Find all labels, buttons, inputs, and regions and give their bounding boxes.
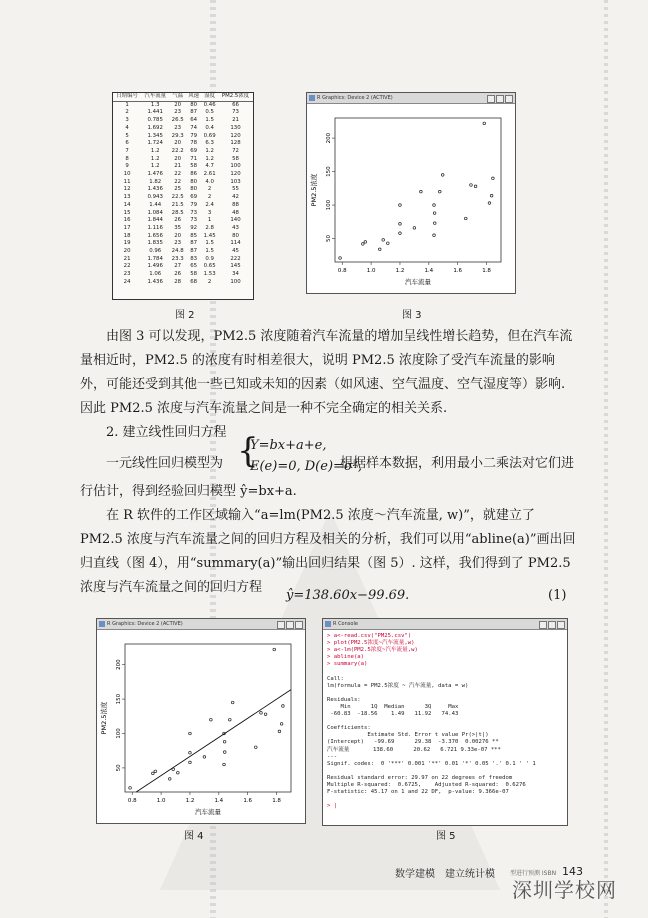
table-row	[113, 148, 253, 156]
table-cell: 6.3	[205, 140, 214, 147]
table-cell: 21.5	[171, 201, 184, 208]
x-tick-label: 1.8	[272, 798, 281, 804]
table-cell: 15	[123, 209, 131, 216]
table-cell: 22	[123, 263, 131, 270]
table-cell: 103	[230, 178, 241, 185]
table-cell: 28	[174, 278, 182, 285]
table-cell: 1.835	[147, 240, 163, 247]
data-table-figure	[112, 92, 254, 300]
x-tick-label: 1.6	[243, 798, 253, 804]
x-tick-label: 1.4	[424, 268, 434, 274]
table-cell: 222	[230, 255, 241, 262]
model-tail: 根据样本数据，利用最小二乘法对它们进	[340, 456, 575, 471]
table-row	[113, 210, 253, 218]
table-cell: 1.2	[150, 147, 160, 154]
table-row	[113, 117, 253, 125]
x-tick-label: 1.2	[185, 798, 195, 804]
table-cell: 22	[174, 178, 182, 185]
window-titlebar	[307, 93, 515, 104]
console-line: Signif. codes: 0 '***' 0.001 '**' 0.01 '*' 0.05 '.' 0.1 ' ' 1	[327, 760, 536, 767]
table-cell: 22	[174, 171, 182, 178]
table-cell: 74	[190, 124, 198, 131]
table-cell: 10	[123, 171, 131, 178]
x-tick-label: 1.0	[156, 798, 166, 804]
table-cell: 83	[190, 255, 198, 262]
table-row	[113, 279, 253, 287]
table-cell: 11	[123, 178, 131, 185]
table-cell: 78	[190, 140, 198, 147]
console-line	[327, 690, 563, 697]
r-graphics-window	[96, 618, 306, 824]
console-line	[327, 768, 563, 775]
x-tick-label: 1.6	[453, 268, 463, 274]
x-axis-label: 汽车流量	[195, 808, 221, 816]
pm25-data-table	[113, 93, 253, 287]
table-cell: 25	[174, 186, 182, 193]
y-tick-label: 200	[116, 659, 122, 670]
table-cell: 1.2	[150, 163, 160, 170]
table-row	[113, 133, 253, 141]
table-cell: 0.4	[205, 124, 214, 131]
table-cell: 18	[123, 232, 131, 239]
table-cell: 80	[232, 232, 239, 239]
table-cell: 114	[230, 240, 241, 247]
x-tick-label: 0.8	[127, 798, 137, 804]
table-cell: 34	[232, 271, 239, 278]
table-cell: 69	[190, 147, 198, 154]
console-line: Multiple R-squared: 0.6725, Adjusted R-squared: 0.6276	[327, 781, 526, 788]
table-cell: 1.06	[149, 271, 162, 278]
table-header-row	[113, 93, 253, 101]
table-cell: 8	[125, 155, 129, 162]
equation-line-1: Y=bx+a+e,	[250, 438, 327, 453]
scatter-regression-chart	[97, 630, 303, 822]
table-cell: 24.8	[171, 248, 184, 255]
maximize-button[interactable]	[286, 621, 294, 629]
table-cell: 1.5	[205, 117, 214, 124]
table-cell: 1.2	[205, 147, 214, 154]
table-cell: 79	[190, 132, 198, 139]
table-cell: 6	[125, 140, 129, 147]
table-cell: 58	[232, 155, 239, 162]
table-cell: 0.943	[147, 194, 163, 201]
table-cell: 2.61	[203, 171, 216, 178]
table-cell: 35	[174, 224, 182, 231]
y-axis-label: PM2.5浓度	[100, 701, 108, 735]
table-cell: 0.69	[203, 132, 216, 139]
table-row	[113, 240, 253, 248]
table-cell: 3	[207, 209, 212, 216]
console-line: > a<-read.csv("PM25.csv")	[327, 633, 412, 639]
console-line	[327, 718, 563, 725]
x-axis-label: 汽车流量	[405, 278, 431, 286]
x-tick-label: 1.4	[214, 798, 224, 804]
table-cell: 16	[123, 217, 131, 224]
console-line: > a<-lm(PM2.5浓度~汽车流量,w)	[327, 647, 418, 654]
table-cell: 73	[190, 209, 198, 216]
console-line: Coefficients:	[327, 725, 371, 732]
table-cell: 26	[174, 217, 182, 224]
console-line: F-statistic: 45.17 on 1 and 22 DF, p-value: 9.366e-07	[327, 789, 509, 796]
x-tick-label: 1.8	[482, 268, 491, 274]
table-cell: 26.5	[171, 117, 184, 124]
table-cell: 9	[125, 163, 129, 170]
y-tick-label: 50	[116, 764, 122, 772]
table-cell: 72	[232, 147, 239, 154]
console-line: lm(formula = PM2.5浓度 ~ 汽车流量, data = w)	[327, 682, 469, 689]
console-line: > |	[327, 803, 338, 810]
window-title: R Console	[333, 621, 358, 627]
table-cell: 130	[230, 124, 241, 131]
regression-equation: ŷ=138.60x−99.69.	[286, 588, 410, 603]
table-row	[113, 202, 253, 210]
console-line: Min 1Q Median 3Q Max	[327, 703, 459, 710]
table-cell: 1.724	[147, 140, 163, 147]
table-cell: 1.2	[150, 155, 160, 162]
console-line: 汽车流量 138.60 20.62 6.721 9.33e-07 ***	[327, 746, 501, 753]
table-cell: 92	[190, 224, 198, 231]
console-output[interactable]	[323, 630, 567, 813]
window-title: R Graphics: Device 2 (ACTIVE)	[107, 621, 183, 627]
figure-caption: 图 2	[175, 310, 195, 321]
table-cell: 55	[232, 186, 239, 193]
maximize-button[interactable]	[548, 621, 556, 629]
table-cell: 1.116	[147, 224, 163, 231]
maximize-button[interactable]	[496, 95, 504, 103]
table-row	[113, 140, 253, 148]
table-row	[113, 233, 253, 241]
table-cell: 19	[123, 240, 131, 247]
table-cell: 21	[232, 117, 239, 124]
table-cell: 20	[174, 155, 182, 162]
table-cell: 12	[123, 186, 131, 193]
table-row	[113, 171, 253, 179]
table-cell: 42	[232, 194, 239, 201]
table-cell: 45	[232, 248, 239, 255]
table-cell: 88	[232, 201, 239, 208]
x-tick-label: 0.8	[337, 268, 347, 274]
table-cell: 1.436	[147, 278, 163, 285]
table-cell: 3	[125, 117, 129, 124]
table-cell: 64	[190, 117, 198, 124]
console-line: ---	[327, 753, 338, 760]
minimize-button[interactable]	[487, 95, 495, 103]
equation-number: (1)	[548, 588, 567, 603]
table-cell: 80	[190, 101, 198, 108]
y-tick-label: 50	[326, 235, 332, 243]
table-cell: 23	[174, 109, 182, 116]
minimize-button[interactable]	[539, 621, 547, 629]
table-cell: 1.692	[147, 124, 163, 131]
table-cell: 29.3	[171, 132, 184, 139]
table-cell: 0.9	[205, 255, 214, 262]
table-cell: 7	[125, 147, 129, 154]
table-cell: 1	[207, 217, 212, 224]
table-cell: 1.82	[149, 178, 162, 185]
window-title: R Graphics: Device 2 (ACTIVE)	[317, 95, 393, 101]
table-cell: 17	[123, 224, 131, 231]
table-cell: 87	[190, 248, 198, 255]
brace: {	[237, 431, 259, 471]
footer-small-text: 型进行预测 ISBN	[510, 870, 557, 877]
table-cell: 1.476	[147, 171, 163, 178]
table-cell: 23	[174, 240, 182, 247]
table-cell: 1.44	[149, 201, 162, 208]
table-cell: 22.5	[171, 194, 184, 201]
table-cell: 128	[230, 140, 241, 147]
table-cell: 120	[230, 132, 241, 139]
paragraph: 由图 3 可以发现，PM2.5 浓度随着汽车流量的增加呈线性增长趋势，但在汽车流量相近时，PM2.5 的浓度有时相差很大，说明 PM2.5 浓度除了受汽车流量的影响外，可能还受到其他一些已知或未知的因素（如风速、空气温度、空气湿度等）影响. 因此 PM2.5 浓度与汽车流量之间是一种不完全确定的相关关系.	[80, 329, 573, 416]
table-cell: 100	[230, 163, 241, 170]
table-cell: 1.5	[205, 248, 214, 255]
console-line: Residuals:	[327, 696, 361, 703]
table-cell: 20	[123, 248, 131, 255]
table-cell: 13	[123, 194, 131, 201]
table-cell: 23	[174, 124, 182, 131]
table-cell: 20	[174, 101, 182, 108]
table-cell: 22.2	[171, 147, 184, 154]
table-cell: 1.844	[147, 217, 163, 224]
console-line: Estimate Std. Error t value Pr(>|t|)	[327, 732, 489, 739]
console-line: > summary(a)	[327, 661, 368, 668]
table-cell: 0.46	[203, 101, 216, 108]
table-cell: 2.8	[205, 224, 214, 231]
table-cell: 140	[230, 217, 241, 224]
table-cell: 1.084	[147, 209, 163, 216]
table-cell: 1.345	[147, 132, 163, 139]
table-row	[113, 217, 253, 225]
table-cell: 20	[174, 232, 182, 239]
y-axis-label: PM2.5浓度	[310, 173, 318, 207]
y-tick-label: 150	[326, 166, 332, 177]
console-line: (Intercept) -99.69 29.38 -3.370 0.00276 **	[327, 739, 499, 746]
table-row	[113, 109, 253, 117]
table-cell: 0.65	[203, 263, 216, 270]
r-graphics-window	[306, 92, 516, 294]
equation-line-2: E(e)=0, D(e)=σ²,	[250, 459, 363, 474]
x-tick-label: 1.0	[366, 268, 376, 274]
table-cell: 4	[125, 124, 129, 131]
plot-background	[307, 104, 513, 292]
table-cell: 1	[125, 101, 129, 108]
figure-caption: 图 4	[184, 831, 204, 842]
table-cell: 65	[190, 263, 198, 270]
table-cell: 27	[174, 263, 182, 270]
y-tick-label: 100	[116, 728, 122, 739]
table-cell: 100	[230, 278, 241, 285]
table-cell: 14	[123, 201, 131, 208]
table-cell: 58	[190, 163, 198, 170]
column-header: 气温	[169, 93, 186, 101]
table-cell: 23	[123, 271, 131, 278]
site-watermark: 深圳学校网	[512, 878, 617, 902]
console-line: Residual standard error: 29.97 on 22 degrees of freedom	[327, 774, 513, 781]
table-cell: 2	[125, 109, 129, 116]
table-cell: 24	[123, 278, 131, 285]
table-cell: 1.53	[203, 271, 216, 278]
close-button[interactable]	[505, 95, 513, 103]
y-tick-label: 100	[326, 199, 332, 211]
section-heading: 2. 建立线性回归方程	[106, 425, 227, 440]
table-row	[113, 125, 253, 133]
table-row	[113, 186, 253, 194]
table-cell: 1.496	[147, 263, 163, 270]
table-row	[113, 271, 253, 279]
column-header: 湿度	[201, 93, 218, 101]
column-header: 风速	[186, 93, 201, 101]
table-cell: 69	[190, 194, 198, 201]
table-cell: 2	[207, 194, 212, 201]
plot-background	[97, 630, 303, 822]
table-cell: 0.5	[205, 109, 214, 116]
figure-caption: 图 5	[436, 831, 456, 842]
table-row	[113, 248, 253, 256]
console-line: Call:	[327, 675, 344, 682]
table-cell: 79	[190, 201, 198, 208]
table-cell: 73	[232, 109, 239, 116]
table-cell: 87	[190, 109, 198, 116]
table-cell: 85	[190, 232, 198, 239]
table-cell: 2.4	[205, 201, 214, 208]
table-cell: 66	[232, 101, 239, 108]
console-line	[327, 796, 563, 803]
table-cell: 48	[232, 209, 239, 216]
paragraph: 行估计，得到经验回归模型 ŷ=bx+a.	[80, 484, 297, 499]
r-console-window	[322, 618, 568, 826]
console-line	[327, 668, 563, 675]
table-cell: 1.784	[147, 255, 163, 262]
table-cell: 4.7	[205, 163, 214, 170]
r-app-icon	[309, 95, 315, 101]
table-cell: 43	[232, 224, 239, 231]
window-titlebar	[97, 619, 305, 630]
table-cell: 80	[190, 178, 198, 185]
table-cell: 73	[190, 217, 198, 224]
scan-fold-mark-right	[604, 0, 608, 918]
console-line: > plot(PM2.5浓度~汽车流量,w)	[327, 640, 415, 647]
table-cell: 1.2	[205, 155, 214, 162]
table-cell: 1.5	[205, 240, 214, 247]
table-cell: 68	[190, 278, 198, 285]
table-cell: 28.5	[171, 209, 184, 216]
table-cell: 87	[190, 240, 198, 247]
table-row	[113, 163, 253, 171]
table-row	[113, 179, 253, 187]
figure-caption: 图 3	[402, 310, 422, 321]
table-row	[113, 263, 253, 271]
table-row	[113, 156, 253, 164]
table-cell: 145	[230, 263, 241, 270]
table-cell: 5	[125, 132, 129, 139]
column-header: 汽车流量	[141, 93, 169, 101]
table-cell: 1.45	[203, 232, 216, 239]
table-cell: 2	[207, 186, 212, 193]
table-cell: 1.436	[147, 186, 163, 193]
window-titlebar	[323, 619, 567, 630]
scatter-chart	[307, 104, 513, 292]
y-tick-label: 150	[116, 693, 122, 705]
table-cell: 71	[190, 155, 198, 162]
r-app-icon	[325, 621, 331, 627]
table-row	[113, 101, 253, 109]
x-tick-label: 1.2	[395, 268, 405, 274]
column-header: PM2.5浓度	[218, 93, 253, 101]
table-cell: 80	[190, 186, 198, 193]
paragraph: 在 R 软件的工作区域输入“a=lm(PM2.5 浓度～汽车流量, w)”，就建立了 PM2.5 浓度与汽车流量之间的回归方程及相关的分析，我们可以用“abline(a)”画出回归直线（图 4），用“summary(a)”输出回归结果（图 5）. 这样，我们得到了 PM2.5 浓度与汽车流量之间的回归方程	[80, 508, 576, 595]
console-line: > abline(a)	[327, 654, 365, 661]
table-cell: 0.785	[147, 117, 163, 124]
table-row	[113, 225, 253, 233]
table-cell: 86	[190, 171, 198, 178]
table-cell: 1.3	[150, 101, 160, 108]
table-cell: 2	[207, 278, 212, 285]
table-cell: 1.441	[147, 109, 163, 116]
close-button[interactable]	[557, 621, 565, 629]
model-lead: 一元线性回归模型为	[106, 456, 224, 471]
table-cell: 21	[174, 163, 182, 170]
y-tick-label: 200	[326, 132, 332, 144]
table-row	[113, 194, 253, 202]
table-cell: 20	[174, 140, 182, 147]
table-cell: 23.3	[171, 255, 184, 262]
r-app-icon	[99, 621, 105, 627]
table-cell: 1.656	[147, 232, 163, 239]
page-number: 143	[562, 865, 583, 878]
table-cell: 120	[230, 171, 241, 178]
table-cell: 26	[174, 271, 182, 278]
console-line: -60.83 -18.56 1.49 11.92 74.43	[327, 711, 459, 718]
table-cell: 0.96	[149, 248, 162, 255]
table-cell: 58	[190, 271, 198, 278]
table-row	[113, 256, 253, 264]
table-cell: 4.0	[205, 178, 214, 185]
running-footer: 数学建模 建立统计模	[395, 869, 495, 880]
column-header: 日期编号	[113, 93, 141, 101]
table-cell: 21	[123, 255, 131, 262]
close-button[interactable]	[295, 621, 303, 629]
minimize-button[interactable]	[277, 621, 285, 629]
